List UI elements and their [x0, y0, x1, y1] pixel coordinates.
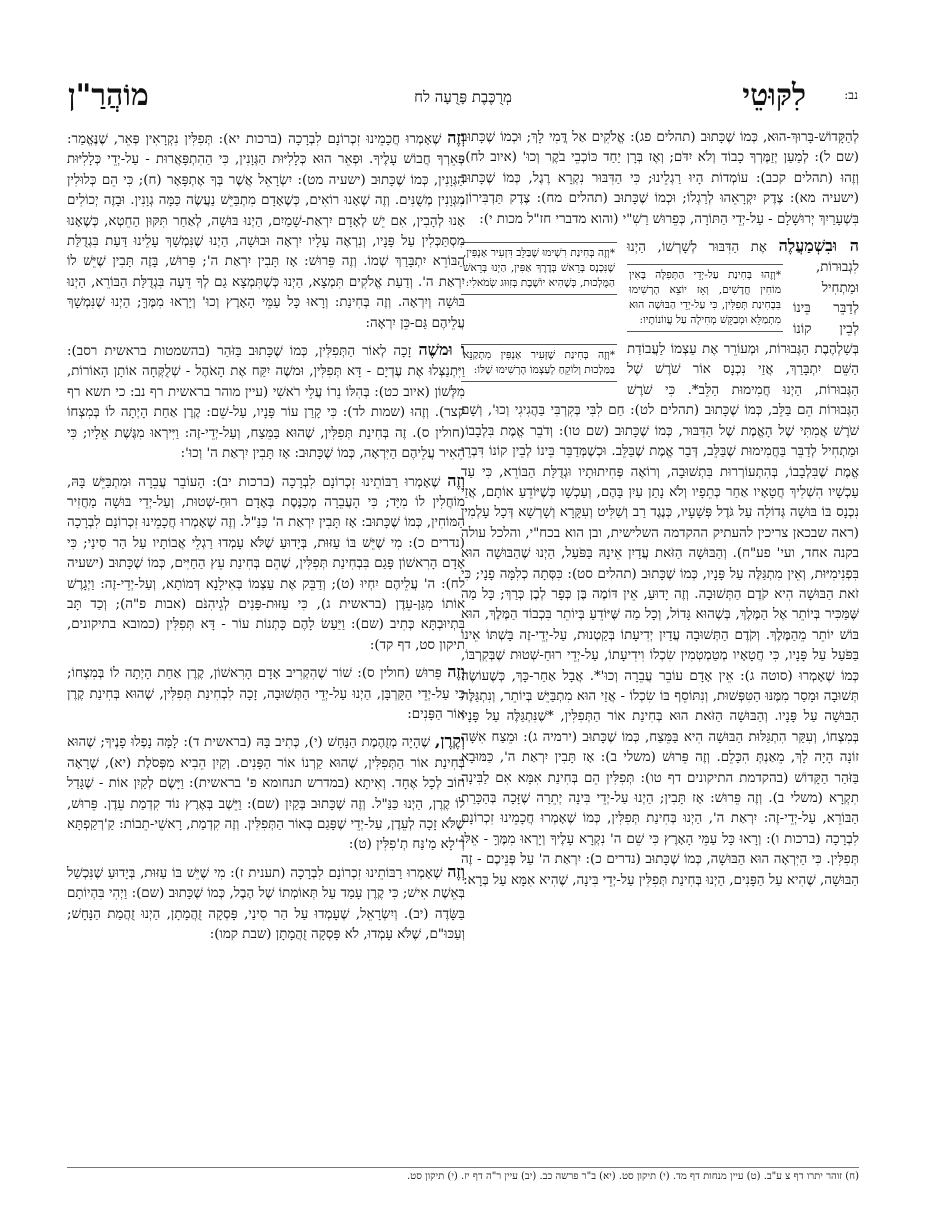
paragraph: [67, 862, 465, 946]
left-column: [67, 128, 465, 951]
side-note: *וְזֶהוּ בְּחִינַת עַל-יְדֵי הַתְּפִלָּה בָּאִין מוֹחִין חֲדָשִׁים, וְאָז יוֹצֵא הָרְשִׁימוּ בִּבְחִינַת תְּפִלִּין, כִּי עַל-יְדֵי הַבּוּשָׁה הוּא מִתְמַלֵּא וּמְבַקֵּשׁ מְחִילָה עַל עֲווֹנוֹתָיו:: [627, 264, 783, 332]
footnotes: (ח) זוהר יתרו דף צ ע"ב. (ט) עיין מנחות דף מד. (י) תיקון סט. (יא) ב"ר פרשה כב. (יב) עיין ר"ה דף יז. (י) תיקון סט.: [67, 1167, 859, 1182]
section-lead: וְזֶה: [447, 470, 465, 490]
folio-number: נב:: [844, 88, 858, 102]
section-lead: וְזֶה: [447, 861, 465, 881]
section-text: אֶת הַדִּבּוּר לְשָׁרְשׁוֹ, הַיְנוּ לִגְבוּרוֹת, וּמַתְחִיל לְדַבֵּר בֵּינוֹ לְבֵין קוֹנוֹ בְּשַׁלְהֶבֶת הַגְּבוּרוֹת, וּמְעוֹרֵר אֶת עַצְמוֹ לַעֲבוֹדַת הַשֵּׁם יִתְבָּרַךְ, אֲזַי נִכְנָס אוֹר שֹׁרֶשׁ שֶׁל הַגְּבוּרוֹת, הַיְנוּ חֲמִימוּת הַלֵּב*. כִּי שֹׁרֶשׁ הַגְּבוּרוֹת הֵם בַּלֵּב, כְּמוֹ שֶׁכָּתוּב (תהלים לט): חַם לִבִּי בְּקִרְבִּי בַּהֲגִיגִי וְכוּ', וְשָׁם שֹׁרֶשׁ אֲמִתִּי שֶׁל הָאֱמֶת שֶׁל הַדִּבּוּר, כְּמוֹ שֶׁכָּתוּב (שם טו): וְדֹבֵר אֱמֶת בִּלְבָבוֹ, וּמַתְחִיל לְדַבֵּר בַּחֲמִימוּת שֶׁבַּלֵּב, דְּבַר אֱמֶת שֶׁבַּלֵּב. וּכְשֶׁמְּדַבֵּר בֵּינוֹ לְבֵין קוֹנוֹ דִּבְרֵי אֱמֶת שֶׁבִּלְבָבוֹ, בְּהִתְעוֹרְרוּת בִּתְשׁוּבָה, וְרוֹאֶה פְּחִיתוּתָיו וּגְדֻלַּת הַבּוֹרֵא, כִּי עַד עַכְשָׁיו הִשְׁלִיךְ חֲטָאָיו אַחַר כְּתֵפָיו וְלֹא נָתַן עַיִן בָּהֶם, וְעַכְשָׁו כְּשֶׁיּוֹדֵעַ אוֹתָם, אֲזַי נִכְנָס בּוֹ בּוּשָׁה גְּדוֹלָה עַל גֹּדֶל פְּשָׁעָיו, כְּנֶגֶד רַב וְשַׁלִּיט וְעִקָּרָא וְשָׁרְשָׁא דְּכָל עָלְמִין (ראה שבכאן צריכין להעתיק ההקדמה השלישית, ובן הוא בכח"י, והלכל עולה בקנה אחד, ועי' פע"ח). וְהַבּוּשָׁה הַזֹּאת עֲדַיִן אֵינָהּ בַּפֹּעַל, הַיְנוּ שֶׁהַבּוּשָׁה הוּא בִּפְנִימִיּוּת, וְאֵין מִתְגַּלֶּה עַל פָּנָיו, כְּמוֹ שֶׁכָּתוּב (תהלים סט): כִּסְּתָה כְלִמָּה פָנָי; כִּי זֹאת הַבּוּשָׁה הִיא קֹדֶם הַתְּשׁוּבָה. וְזֶה יָדוּעַ, אֵין דּוֹמֶה בֶּן כְּפָר לְבֶן כְּרַךְ; כָּל מַה שֶּׁמַּכִּיר בְּיוֹתֵר אֶל הַמֶּלֶךְ, בְּשֶׁהוּא גָּדוֹל, וְכָל מַה שֶּׁיּוֹדֵעַ בְּיוֹתֵר בִּכְבוֹד הַמֶּלֶךְ, הוּא בּוֹשׁ יוֹתֵר מֵהַמֶּלֶךְ. וְקֹדֶם הַתְּשׁוּבָה עֲדַיִן יְדִיעָתוֹ בְּקַטְנוּת, עַל-יְדֵי-זֶה בָּשְׁתּוֹ אֵינוֹ בַּפֹּעַל עַל פָּנָיו, כִּי חֲטָאָיו מְטַמְטְמִין שִׂכְלוֹ וִידִיעָתוֹ, עַל-יְדֵי רוּחַ-שְׁטוּת שֶׁבְּקִרְבּוֹ, כְּמוֹ שֶׁאָמְרוּ (סוטה ג): אֵין אָדָם עוֹבֵר עֲבֵרָה וְכוּ'*. אֲבָל אַחַר-כָּךְ, כְּשֶׁעוֹשֶׂה תְּשׁוּבָה וּמָסַר מִמֶּנּוּ הַטִּפְּשׁוּת, וְנִתּוֹסֵף בּוֹ שִׂכְלוֹ - אֲזַי הוּא מִתְבַּיֵּשׁ בְּיוֹתֵר, וְנִתְגַּלֶּה הַבּוּשָׁה עַל פָּנָיו. וְהַבּוּשָׁה הַזֹּאת הוּא בְּחִינַת אוֹר הַתְּפִלִּין, *שֶׁנִּתְגַּלֶּה עַל פָּנָיו בְּמִצְחוֹ, וְעִקַּר הִתְגַּלּוּת הַבּוּשָׁה הִיא בַּמֵּצַח, כְּמוֹ שֶׁכָּתוּב (ירמיה ג): וּמֵצַח אִשָּׁה זוֹנָה הָיָה לָךְ, מֵאַנְתְּ הִכָּלֵם. וְזֶה פֵּרוּשׁ (משלי ב): אָז תָּבִין יִרְאַת ה', כַּמּוּבָא בַּזֹּהַר הַקָּדוֹשׁ (בהקדמת התיקונים דף טו): תְּפִלִּין הֵם בְּחִינַת אִמָּא אִם לַבִּינָה תִקְרָא (משלי ב). וְזֶה פֵּרוּשׁ: אָז תָּבִין; הַיְנוּ עַל-יְדֵי בִּינָה יְתֵרָה שֶׁזָּכָה בְּהַכָּרַת הַבּוֹרֵא, עַל-יְדֵי-זֶה: יִרְאַת ה', הַיְנוּ בְּחִינַת תְּפִלִּין, כְּמוֹ שֶׁאָמְרוּ חֲכָמֵינוּ זִכְרוֹנָם לִבְרָכָה (ברכות ו): וְרָאוּ כָּל עַמֵּי הָאָרֶץ כִּי שֵׁם ה' נִקְרָא עָלֶיךָ וְיָרְאוּ מִמֶּךָּ - אֵלּוּ תְּפִלִּין. כִּי הַיִּרְאָה הוּא הַבּוּשָׁה, כְּמוֹ שֶׁכָּתוּב (נדרים כ): יִרְאַת ה' עַל פְּנֵיכֶם - זֶה הַבּוּשָׁה, שֶׁהִיא עַל הַפָּנִים, הַיְנוּ בְּחִינַת תְּפִלִּין עַל-יְדֵי בִּינָה, שֶׁהִיא אִמָּא עַל בְּרָא:: [461, 240, 859, 888]
section-text: שֶׁהָיָה מְזֻהֶמֶת הַנָּחָשׁ (י), כְּתִיב בָּהּ (בראשית ד): לָמָּה נָפְלוּ פָנֶיךָ; שֶׁהוּא בְּחִינַת אוֹר הַתְּפִלִּין, שֶׁהוּא קַרְנוֹ אוֹר הַפָּנִים. וְקַיִן הֵבִיא מִפְּסֹלֶת (יא), שֶׁרָאָה חוֹב לְכָל אֶחָד. וְאִיתָא (במדרש תנחומא פ' בראשית): וַיָּשֶׂם לְקַיִן אוֹת - שֶׁגָּדַל לוֹ קֶרֶן, הַיְנוּ כַּנַּ"ל. וְזֶה שֶׁכָּתוּב בְּקַיִן (שם): וַיֵּשֶׁב בְּאֶרֶץ נוֹד קִדְמַת עֵדֶן. פֵּרוּשׁ, שֶׁלֹּא זָכָה לְעֵדֶן, עַל-יְדֵי שֶׁפָּגַם בְּאוֹר הַתְּפִלִּין. וְזֶה קִדְמַת, רָאשֵׁי-תֵבוֹת: קַ'רְקַפְתָּא דְ'לָא מַ'נַּח תְ'פִלִּין (ט):: [67, 735, 465, 853]
section-lead: וְזֶה: [447, 128, 465, 147]
running-head-title: מְרֻכֶּבֶת פָּרֻעָה לח: [414, 88, 512, 106]
section-text: שֶׁאָמְרוּ רַבּוֹתֵינוּ זִכְרוֹנָם לִבְרָכָה (תענית ז): מִי שֶׁיֵּשׁ בּוֹ עַזּוּת, בְּיָדוּעַ שֶׁנִּכְשַׁל בְּאֵשֶׁת אִישׁ; כִּי קֶרֶן עָמַד עַל תְּאוֹמְתוֹ שֶׁל הֶבֶל, כְּמוֹ שֶׁכָּתוּב (שם): וַיְהִי בִּהְיוֹתָם בַּשָּׂדֶה (יב). וְיִשְׂרָאֵל, שֶׁעָמְדוּ עַל הַר סִינַי, פָּסְקָה זֻהֲמָתָן, הַיְנוּ זֻהֲמַת הַנָּחָשׁ; וְעַכּוּ"ם, שֶׁלֹּא עָמְדוּ, לֹא פָּסְקָה זֻהֲמָתָן (שבת קמו):: [67, 865, 465, 943]
side-note: *וְזֶה בְּחִינַת רִשְׁימוּ שֶׁבַּלֵּב דִּזְעִיר אַנְפִּין, שֶׁנִּכְנָס בְּרֵאשׁ בְּדֶרֶךְ אַפִּין, הַיְנוּ בְּרֵאשׁ הַמֻּלְכוּת, כְּשֶׁהִיא יוֹשֶׁבֶת בְּזִוּוּג שְׂמֹאלִי:: [461, 242, 617, 295]
section-text: שֶׁאָמְרוּ חֲכָמֵינוּ זִכְרוֹנָם לִבְרָכָה (ברכות יא): תְּפִלִּין נִקְרָאִין פְּאֵר, שֶׁנֶּאֱמַר: פְּאֵרְךָ חֲבוֹשׁ עָלֶיךָ. וּפְאֵר הוּא כְּלָלִיּוּת הַגְּוָנִין, כִּי הַהִתְפָּאֲרוּת - עַל-יְדֵי כְּלָלִיּוּת הַגְּוָנִין, כְּמוֹ שֶׁכָּתוּב (ישעיה מט): יִשְׂרָאֵל אֲשֶׁר בְּךָ אֶתְפָּאָר (ח); כִּי הֵם כְּלוּלִין מִגְּוָנִין מְשֻׁנִּים. וְזֶה שֶׁאָנוּ רוֹאִים, כְּשֶׁאָדָם מִתְבַּיֵּשׁ נַעֲשֶׂה כַּמָּה גְוָנִין. וּבָזֶה יְכוֹלִים אָנוּ לְהָבִין, אִם יֵשׁ לְאָדָם יִרְאַת-שָׁמַיִם, הַיְנוּ בּוּשָׁה, לְאַחַר תִּקּוּן הַחֵטְא, כְּשֶׁאָנוּ מִסְתַּכְּלִין עַל פָּנָיו, וְנִרְאֶה עָלָיו יִרְאָה וּבוּשָׁה, הַיְנוּ שֶׁנִּמְשָׁךְ עָלֵינוּ דַּעַת בִּגְדֻלַּת הַבּוֹרֵא יִתְבָּרַךְ שְׁמוֹ. וְזֶה פֵּרוּשׁ: אָז תָּבִין יִרְאַת ה'; פֵּרוּשׁ, בָּזֶה תָּבִין שֶׁיֵּשׁ לוֹ יִרְאַת ה'. וְדַעַת אֱלֹקִים תִּמְצָא, הַיְנוּ כְּשֶׁתִּמְצָא גַם לְךָ דֵּעָה בִּגְדֻלַּת הַבּוֹרֵא, הַיְנוּ בּוּשָׁה וְיִרְאָה. וְזֶה בְּחִינַת: וְרָאוּ כָּל עַמֵּי הָאָרֶץ וְכוּ' וְיָרְאוּ מִמֶּךָּ; הַיְנוּ שֶׁנִּמְשָׁךְ עֲלֵיהֶם גַּם-כֵּן יִרְאָה:: [67, 132, 465, 331]
section-lead: וְקֶרֶן,: [434, 731, 465, 751]
section-5: [461, 236, 859, 891]
section-text: שֶׁאָמְרוּ רַבּוֹתֵינוּ זִכְרוֹנָם לִבְרָכָה (ברכות יב): הָעוֹבֵר עֲבֵרָה וּמִתְבַּיֵּשׁ בָּהּ, מוֹחֲלִין לוֹ מִיָּד; כִּי הָעֲבֵרָה מְכַנֶּסֶת בְּאָדָם רוּחַ-שְׁטוּת, וְעַל-יְדֵי בּוּשָׁה מַחֲזִיר הַמּוֹחִין, כְּמוֹ שֶׁכָּתוּב: אָז תָּבִין יִרְאַת ה' כַּנַּ"ל. וְזֶה שֶׁאָמְרוּ חֲכָמֵינוּ זִכְרוֹנָם לִבְרָכָה (נדרים כ): מִי שֶׁיֵּשׁ בּוֹ עַזּוּת, בְּיָדוּעַ שֶׁלֹּא עָמְדוּ רַגְלֵי אֲבוֹתָיו עַל הַר סִינַי; כִּי אָדָם הָרִאשׁוֹן פָּגַם בִּבְחִינַת תְּפִלִּין, שֶׁהֵם בְּחִינַת עֵץ הַחַיִּים, כְּמוֹ שֶׁכָּתוּב (ישעיה לח): ה' עֲלֵיהֶם יִחְיוּ (ט); וְדַבֵּק אֶת עַצְמוֹ בְּאִילָנָא דְּמוֹתָא, וְעַל-יְדֵי-זֶה: וַיְגָרֶשׁ אוֹתוֹ מִגַּן-עֵדֶן (בראשית ג), כִּי עַזּוּת-פָּנִים לְגֵיהִנֹּם (אבות פ"ה); וְכַד תָּב בִּתְיוּבְתָּא כְּתִיב (שם): וַיַּעַשׂ לָהֶם כָּתְנוֹת עוֹר - דָּא תְּפִלִּין (כמובא בתיקונים, תיקון סט, דף קד):: [67, 474, 465, 653]
section-lead: וְזֶה: [447, 662, 465, 682]
paragraph: [67, 471, 465, 657]
section-lead: ו וּמשֶׁה: [418, 340, 466, 360]
paragraph: [67, 340, 465, 464]
right-column: [461, 128, 859, 897]
running-head-author: מוֹהֲרַ"ן: [68, 78, 149, 113]
section-text: זָכָה לְאוֹר הַתְּפִלִּין, כְּמוֹ שֶׁכָּתוּב בַּזֹּהַר (בהשמטות בראשית רסב): וַיִּתְנַצְּלוּ אֶת עֶדְיָם - דָּא תְּפִלִּין, וּמשֶׁה יִקַּח אֶת הָאֹהֶל - שְׁלֻקְּחָה אוֹתָן הָאוֹרוֹת, מִלְּשׁוֹן (איוב כט): בְּהִלּוֹ נֵרוֹ עֲלֵי רֹאשִׁי (עיין מוהר בראשית רף נב: כי תשא רף קצר). וְזֶהוּ (שמות לד): כִּי קָרַן עוֹר פָּנָיו, עַל-שֵׁם: קֶרֶן אַחַת הָיְתָה לוֹ בְּמִצְחוֹ (חולין ס). זֶה בְּחִינַת תְּפִלִּין, שֶׁהוּא בַּמֵּצַח, וְעַל-יְדֵי-זֶה: וַיִּירְאוּ מִגֶּשֶׁת אֵלָיו; כִּי הֵאִיר עֲלֵיהֶם הַיִּרְאָה, כְּמוֹ שֶׁכָּתוּב: אָז תָּבִין יִרְאַת ה' וְכוּ':: [67, 344, 465, 462]
section-text: פֵּרוּשׁ (חולין ס): שׁוֹר שֶׁהִקְרִיב אָדָם הָרִאשׁוֹן, קֶרֶן אַחַת הָיְתָה לוֹ בְּמִצְחוֹ; כִּי עַל-יְדֵי הַקָּרְבָּן, הַיְנוּ עַל-יְדֵי הַתְּשׁוּבָה, זָכָה לִבְחִינַת תְּפִלִּין, שֶׁהוּא בְּחִינַת קֶרֶן אוֹר הַפָּנִים:: [67, 666, 465, 722]
running-head-book: לִקּוּטֵי: [742, 78, 806, 113]
side-note: *וְזֶה בְּחִינַת שֶׁזְּעִיר אַנְפִּין מִתְקַנֵּא בַּמַּלְכוּת וְלוֹקֵחַ לְעַצְמוֹ הָרְשִׁימוּ שֶׁלּוֹ:: [461, 344, 617, 382]
paragraph: לְהַקָּדוֹשׁ-בָּרוּךְ-הוּא, כְּמוֹ שֶׁכָּתוּב (תהלים פג): אֱלֹקִים אַל דֳּמִי לָךְ; וּכְמוֹ שֶׁכָּתוּב (שם ל): לְמַעַן יְזַמֶּרְךָ כָבוֹד וְלֹא יִדֹּם; וְאֶז בְּרָן יַחַד כּוֹכְבֵי בֹקֶר וְכוּ' (איוב לח). וְזֶהוּ (תהלים קכב): עוֹמְדוֹת הָיוּ רַגְלֵינוּ; כִּי הַדִּבּוּר נִקְרָא רֶגֶל, כְּמוֹ שֶׁכָּתוּב (ישעיה מא): צֶדֶק יִקְרָאֵהוּ לְרַגְלוֹ; וּכְמוֹ שֶׁכָּתוּב (תהלים מח): צֶדֶק תַּדְבִּירוֹן, בִּשְׁעָרַיִךְ יְרוּשָׁלָם - עַל-יְדֵי הַתּוֹרָה, כְּפֵרוּשׁ רַשִׁ"י (והוא מדברי חז"ל מכות י):: [461, 130, 859, 227]
paragraph: [67, 128, 465, 334]
paragraph: [67, 731, 465, 855]
section-lead: ה וּבִשְׁמַעֲלֶה: [778, 236, 860, 256]
paragraph: [67, 662, 465, 725]
